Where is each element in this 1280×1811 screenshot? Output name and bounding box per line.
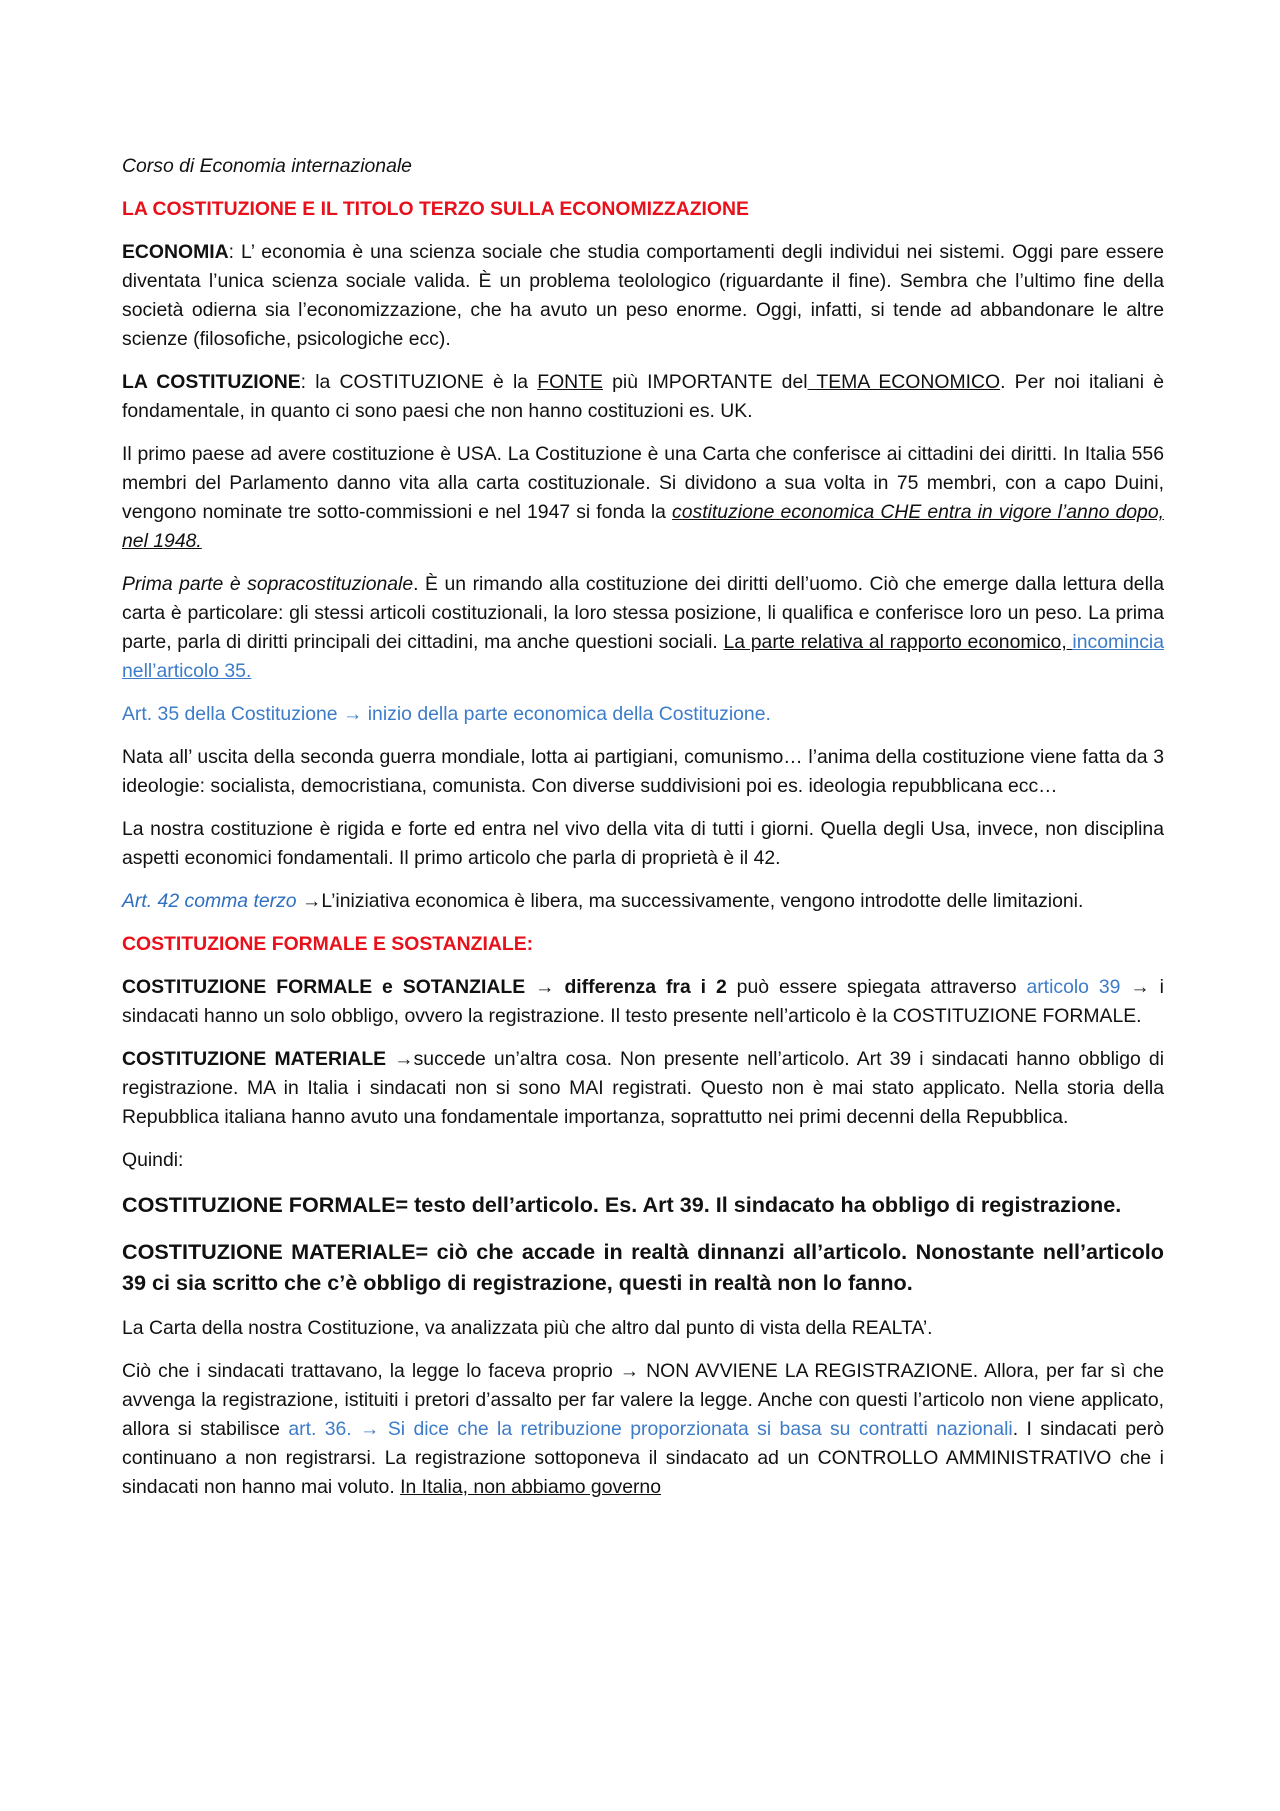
- paragraph-text: : la COSTITUZIONE è la: [300, 371, 538, 393]
- underlined-tema-economico: TEMA ECONOMICO: [807, 371, 1001, 393]
- paragraph-primo-paese: [122, 440, 1164, 556]
- paragraph-text: La Carta della nostra Costituzione, va analizzata più che altro dal punto di vista della REALTA’.: [122, 1317, 933, 1339]
- paragraph-text: può essere spiegata attraverso: [726, 976, 1027, 998]
- arrow-right-icon: →: [1120, 976, 1150, 998]
- heading-costituzione-formale-sostanziale: [122, 930, 1164, 959]
- paragraph-text: : L’ economia è una scienza sociale che studia comportamenti degli individui nei sistemi. Oggi pare essere diventata l’unica scienza sociale valida. È un problema teolologico (riguardante il fine). Sembra che l’ultimo fine della società odierna sia l’economizzazione, che ha avuto un peso enorme. Oggi, infatti, si tende ad abbandonare le altre scienze (filosofiche, psicologiche ecc).: [122, 241, 1164, 350]
- course-name: Corso di Economia internazionale: [122, 155, 412, 177]
- paragraph-text: succede un’altra cosa. Non presente nell’articolo. Art 39 i sindacati hanno obbligo di registrazione. MA in Italia i sindacati non si sono MAI registrati. Questo non è mai stato applicato. Nella storia della Repubblica italiana hanno avuto una fondamentale importanza, soprattutto nei primi decenni della Repubblica.: [122, 1048, 1164, 1128]
- paragraph-text: . I sindacati però continuano a non registrarsi. La registrazione sottoponeva il sindacato ad un CONTROLLO AMMINISTRATIVO che i sindacati non hanno mai voluto.: [122, 1418, 1165, 1498]
- paragraph-formale-sostanziale: [122, 973, 1164, 1031]
- definition-text: COSTITUZIONE MATERIALE= ciò che accade in realtà dinnanzi all’articolo. Nonostante nell’articolo 39 ci sia scritto che c’è obbligo di registrazione, questi in realtà non lo fanno.: [122, 1239, 1164, 1295]
- arrow-right-icon: →: [394, 1048, 414, 1070]
- definition-text: COSTITUZIONE FORMALE= testo dell’articolo. Es. Art 39. Il sindacato ha obbligo di registrazione.: [122, 1192, 1122, 1217]
- paragraph-prima-parte: [122, 570, 1164, 686]
- paragraph-lead: ECONOMIA: [122, 241, 229, 263]
- paragraph-text: La nostra costituzione è rigida e forte ed entra nel vivo della vita di tutti i giorni. Quella degli Usa, invece, non disciplina aspetti economici fondamentali. Il primo articolo che parla di proprietà è il 42.: [122, 818, 1164, 869]
- article-ref: Art. 35 della Costituzione: [122, 703, 343, 725]
- paragraph-text: . Per noi italiani è fondamentale, in quanto ci sono paesi che non hanno costituzioni es. UK.: [122, 371, 1164, 422]
- definition-costituzione-formale: [122, 1189, 1164, 1220]
- article-ref-desc: inizio della parte economica della Costituzione.: [362, 703, 771, 725]
- paragraph-text: i sindacati hanno un solo obbligo, ovvero la registrazione. Il testo presente nell’articolo è la COSTITUZIONE FORMALE.: [122, 976, 1164, 1027]
- article-35-link[interactable]: incomincia nell’articolo 35.: [122, 631, 1165, 682]
- paragraph-lead: COSTITUZIONE FORMALE e SOTANZIALE: [122, 976, 526, 998]
- paragraph-text: L’iniziativa economica è libera, ma successivamente, vengono introdotte delle limitazioni.: [321, 890, 1084, 912]
- article-39-link[interactable]: articolo 39: [1026, 976, 1121, 998]
- paragraph-art-42: [122, 887, 1164, 916]
- underlined-text: La parte relativa al rapporto economico,: [723, 631, 1073, 653]
- heading-text: COSTITUZIONE FORMALE E SOSTANZIALE:: [122, 933, 534, 955]
- paragraph-sindacati: [122, 1357, 1164, 1502]
- article-42-ref: Art. 42 comma terzo: [122, 890, 297, 912]
- paragraph-lead: COSTITUZIONE MATERIALE: [122, 1048, 395, 1070]
- paragraph-nata: [122, 743, 1164, 801]
- paragraph-text: Nata all’ uscita della seconda guerra mondiale, lotta ai partigiani, comunismo… l’anima della costituzione viene fatta da 3 ideologie: socialista, democristiana, comunista. Con diverse suddivisioni poi es. ideologia repubblicana ecc…: [122, 746, 1164, 797]
- paragraph-text: Il primo paese ad avere costituzione è USA. La Costituzione è una Carta che conferisce ai cittadini dei diritti. In Italia 556 membri del Parlamento danno vita alla carta costituzionale. Si dividono a sua volta in 75 membri, con a capo Duini, vengono nominate tre sotto-commissioni e nel 1947 si fonda la: [122, 443, 1164, 523]
- heading-text: LA COSTITUZIONE E IL TITOLO TERZO SULLA ECONOMIZZAZIONE: [122, 198, 749, 220]
- paragraph-costituzione-materiale: [122, 1045, 1164, 1132]
- arrow-right-icon: →: [342, 703, 363, 725]
- paragraph-text: Ciò che i sindacati trattavano, la legge lo faceva proprio: [122, 1360, 620, 1382]
- article-36-link[interactable]: art. 36. → Si dice che la retribuzione proporzionata si basa su contratti nazionali: [288, 1418, 1013, 1440]
- paragraph-quindi: [122, 1146, 1164, 1175]
- definition-costituzione-materiale: [122, 1236, 1164, 1298]
- paragraph-la-costituzione: [122, 368, 1164, 426]
- underlined-text: In Italia, non abbiamo governo: [400, 1476, 661, 1498]
- paragraph-text: . È un rimando alla costituzione dei diritti dell’uomo. Ciò che emerge dalla lettura della carta è particolare: gli stessi articoli costituzionali, la loro stessa posizione, li qualifica e conferisce loro un peso. La prima parte, parla di diritti principali dei cittadini, ma anche questioni sociali.: [122, 573, 1164, 653]
- emphasis-costituzione-economica: costituzione economica CHE entra in vigore l’anno dopo, nel 1948.: [122, 501, 1164, 552]
- arrow-right-icon: →: [525, 976, 565, 998]
- course-title: [122, 152, 1164, 181]
- paragraph-nostra-costituzione: [122, 815, 1164, 873]
- heading-costituzione-titolo-terzo: [122, 195, 1164, 224]
- paragraph-text: più IMPORTANTE del: [602, 371, 808, 393]
- paragraph-lead: Prima parte è sopracostituzionale: [122, 573, 414, 595]
- paragraph-lead: LA COSTITUZIONE: [122, 371, 301, 393]
- paragraph-text: NON AVVIENE LA REGISTRAZIONE. Allora, per far sì che avvenga la registrazione, istituiti i pretori d’assalto per far valere la legge. Anche con questi l’articolo non viene applicato, allora si stabilisce: [122, 1360, 1164, 1440]
- paragraph-economia: [122, 238, 1164, 354]
- arrow-right-icon: →: [296, 890, 322, 912]
- bold-text: differenza fra i 2: [564, 976, 727, 998]
- arrow-right-icon: →: [619, 1360, 640, 1382]
- paragraph-art-35: [122, 700, 1164, 729]
- paragraph-carta: [122, 1314, 1164, 1343]
- paragraph-text: Quindi:: [122, 1149, 184, 1171]
- underlined-fonte: FONTE: [537, 371, 603, 393]
